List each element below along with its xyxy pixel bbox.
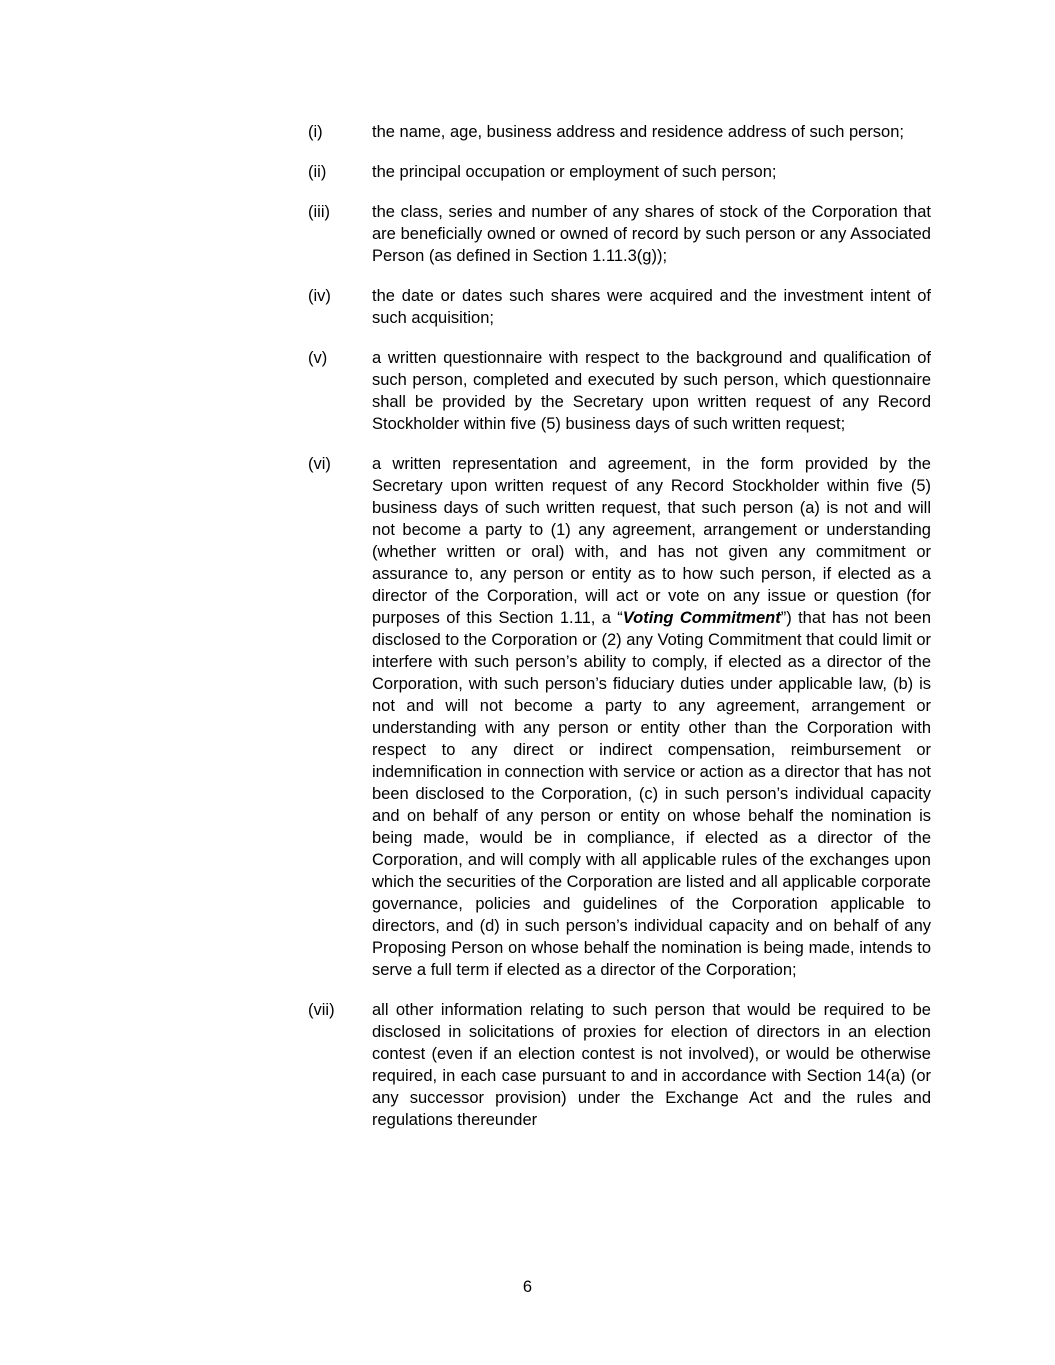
list-item-v bbox=[308, 347, 931, 435]
list-item-iv bbox=[308, 285, 931, 329]
list-item-text-v: a written questionnaire with respect to the background and qualification of such person, completed and executed by such person, which questionnaire shall be provided by the Secretary upon written request of any Record Stockholder within five (5) business days of such written request; bbox=[372, 349, 931, 433]
list-item-vii bbox=[308, 999, 931, 1131]
nomination-information-list bbox=[308, 121, 931, 1149]
list-marker-vii: (vii) bbox=[308, 1001, 335, 1019]
list-marker-i: (i) bbox=[308, 123, 323, 141]
list-item-text-iii: the class, series and number of any shares of stock of the Corporation that are beneficially owned or owned of record by such person or any Associated Person (as defined in Section 1.11.3(g)); bbox=[372, 203, 931, 265]
list-item-ii bbox=[308, 161, 931, 183]
list-item-text-vii: all other information relating to such person that would be required to be disclosed in solicitations of proxies for election of directors in an election contest (even if an election contest is not involved), or would be otherwise required, in each case pursuant to and in accordance with Section 14(a) (or any successor provision) under the Exchange Act and the rules and regulations thereunder bbox=[372, 1001, 931, 1129]
page-footer bbox=[124, 1276, 931, 1298]
page-number: 6 bbox=[522, 1278, 533, 1296]
defined-term-voting-commitment: Voting Commitment bbox=[622, 609, 781, 627]
list-marker-iii: (iii) bbox=[308, 203, 330, 221]
list-item-text-vi bbox=[372, 453, 931, 981]
list-item-text-vi-after: ”) that has not been disclosed to the Corporation or (2) any Voting Commitment that could limit or interfere with such person’s ability to comply, if elected as a director of the Corporation, with such person’s fiduciary duties under applicable law, (b) is not and will not become a party to any agreement, arrangement or understanding with any person or entity other than the Corporation with respect to any direct or indirect compensation, reimbursement or indemnification in connection with service or action as a director that has not been disclosed to the Corporation, (c) in such person’s individual capacity and on behalf of any person or entity on whose behalf the nomination is being made, would be in compliance, if elected as a director of the Corporation, and will comply with all applicable rules of the exchanges upon which the securities of the Corporation are listed and all applicable corporate governance, policies and guidelines of the Corporation applicable to directors, and (d) in such person’s individual capacity and on behalf of any Proposing Person on whose behalf the nomination is being made, intends to serve a full term if elected as a director of the Corporation; bbox=[372, 609, 931, 979]
list-marker-iv: (iv) bbox=[308, 287, 331, 305]
list-item-vi bbox=[308, 453, 931, 981]
list-marker-ii: (ii) bbox=[308, 163, 327, 181]
list-marker-v: (v) bbox=[308, 349, 328, 367]
list-item-text-iv: the date or dates such shares were acquired and the investment intent of such acquisition; bbox=[372, 287, 931, 327]
list-item-text-i: the name, age, business address and residence address of such person; bbox=[372, 123, 904, 141]
list-marker-vi: (vi) bbox=[308, 455, 331, 473]
list-item-iii bbox=[308, 201, 931, 267]
list-item-text-vi-before: a written representation and agreement, in the form provided by the Secretary upon written request of any Record Stockholder within five (5) business days of such written request, that such person (a) is not and will not become a party to (1) any agreement, arrangement or understanding (whether written or oral) with, and has not given any commitment or assurance to, any person or entity as to how such person, if elected as a director of the Corporation, will act or vote on any issue or question (for purposes of this Section 1.11, a “ bbox=[372, 455, 931, 627]
list-item-i bbox=[308, 121, 931, 143]
list-item-text-ii: the principal occupation or employment of such person; bbox=[372, 163, 777, 181]
